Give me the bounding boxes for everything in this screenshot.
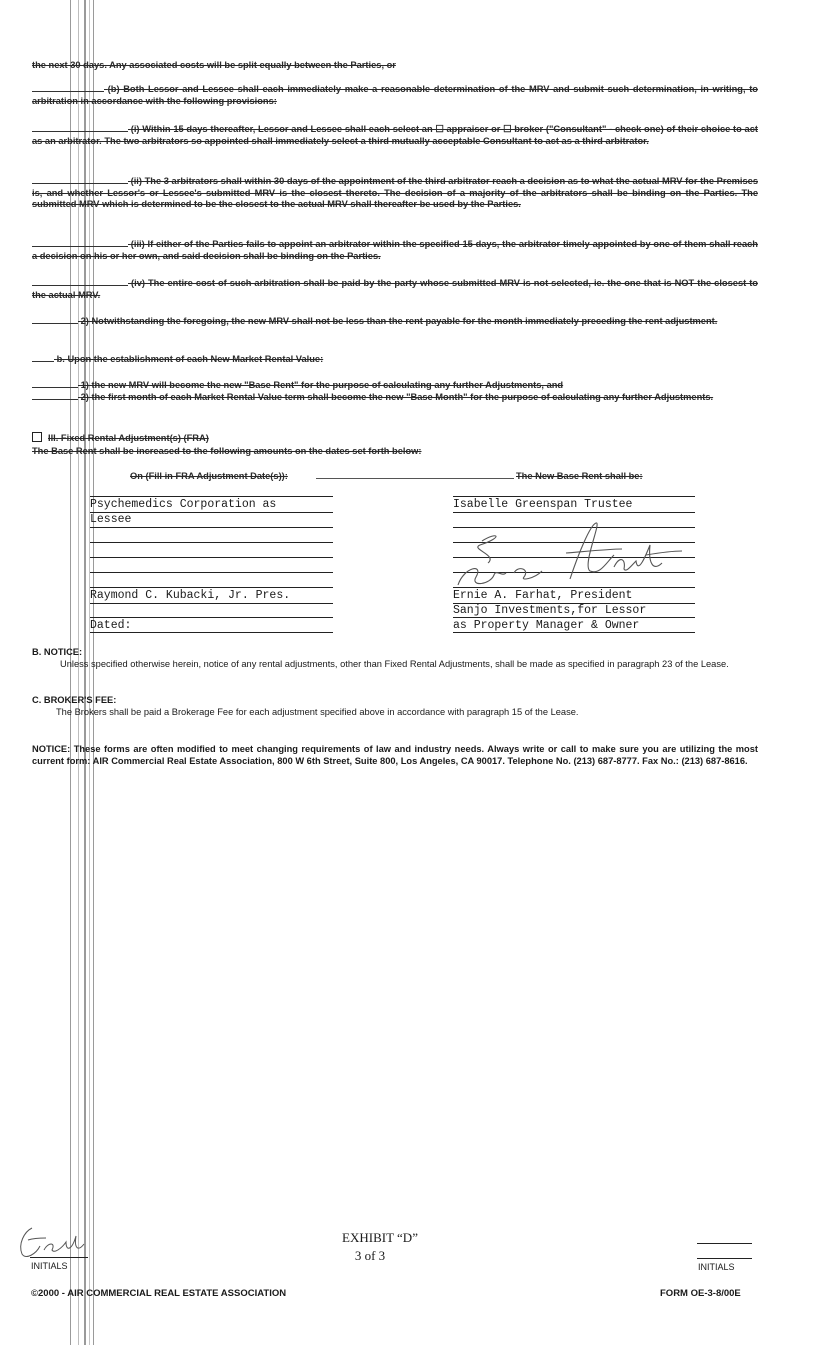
lessee-company: Psychemedics Corporation as (90, 498, 277, 511)
lessee-role: Lessee (90, 513, 132, 526)
lessor-sig-line (453, 512, 695, 513)
clause-i-text: (i) Within 15 days thereafter, Lessor and Lessee shall each select an ☐ appraiser or ☐ broker ("Consultant" - check one) of their choice to act as an arbitrator. The two arbitrators so appointed shall immediately select a third mutually acceptable Consultant to act as a third arbitrator. (32, 124, 758, 146)
base-rent-clause: The Base Rent shall be increased to the following amounts on the dates set forth below: (32, 446, 422, 456)
clause-2 (32, 316, 758, 328)
initials-signature (10, 1218, 90, 1266)
fra-rent-column-label: The New Base Rent shall be: (516, 471, 643, 481)
clause-b2-1-text: 1) the new MRV will become the new "Base Rent" for the purpose of calculating any further Adjustments, and (80, 380, 564, 390)
lessee-sig-line (90, 557, 333, 558)
page-number: 3 of 3 (354, 1248, 386, 1263)
lessee-sig-line (90, 587, 333, 588)
exhibit-label: EXHIBIT “D” (342, 1230, 418, 1245)
clause-iv-text: (iv) The entire cost of such arbitration shall be paid by the party whose submitted MRV is not selected, ie. the one that is NOT the closest to the actual MRV. (32, 278, 758, 300)
clause-ii-text: (ii) The 3 arbitrators shall within 30 days of the appointment of the third arbitrator reach a decision as to what the actual MRV for the Premises is, and whether Lessor's or Lessee's submitted MRV is the closest thereto. The decision of a majority of the arbitrators shall be binding on the Parties. The submitted MRV which is determined to be the closest to the actual MRV shall thereafter be used by the Parties. (32, 176, 758, 209)
initials-right-line-top (697, 1243, 752, 1244)
lessor-sig-line (453, 496, 695, 497)
initials-right-line (697, 1258, 752, 1259)
lessee-sig-line (90, 603, 333, 604)
clause-next-30-days: the next 30 days. Any associated costs will be split equally between the Parties, or (32, 60, 396, 70)
lessor-company: Sanjo Investments,for Lessor (453, 604, 647, 617)
clause-iii (32, 239, 758, 262)
lessee-sig-line (90, 527, 333, 528)
fra-heading (32, 432, 758, 445)
initials-left-label: INITIALS (31, 1261, 68, 1271)
lessee-sig-line (90, 572, 333, 573)
lessor-signer-name: Ernie A. Farhat, President (453, 589, 633, 602)
broker-fee-section (32, 695, 758, 718)
clause-ii (32, 176, 758, 211)
lessee-sig-line (90, 632, 333, 633)
notice-heading: B. NOTICE: (32, 647, 83, 657)
clause-b (32, 84, 758, 107)
clause-i (32, 124, 758, 147)
initials-right-label: INITIALS (698, 1262, 735, 1272)
clause-b-text: (b) Both Lessor and Lessee shall each immediately make a reasonable determination of the MRV and submit such determination, in writing, to arbitration in accordance with the following provisions: (32, 84, 758, 106)
lessor-trustee: Isabelle Greenspan Trustee (453, 498, 633, 511)
notice-section (32, 647, 758, 670)
clause-b2-1 (32, 380, 758, 392)
initials-left-line (30, 1257, 88, 1258)
clause-b2-text: b. Upon the establishment of each New Market Rental Value: (56, 354, 324, 364)
form-notice: NOTICE: These forms are often modified to meet changing requirements of law and industry needs. Always write or call to make sure you are utilizing the most current form: AIR Commercial Real Estate Association, 800 W 6th Street, Suite 800, Los Angeles, CA 90017. Telephone No. (213) 687-8777. Fax No.: (213) 687-8616. (32, 744, 758, 766)
clause-iv (32, 278, 758, 301)
lessor-sig-line (453, 632, 695, 633)
lessee-sig-line (90, 542, 333, 543)
broker-fee-text: The Brokers shall be paid a Brokerage Fee for each adjustment specified above in accordance with paragraph 15 of the Lease. (56, 706, 579, 717)
lessor-capacity: as Property Manager & Owner (453, 619, 640, 632)
copyright: ©2000 - AIR COMMERCIAL REAL ESTATE ASSOCIATION (31, 1288, 287, 1299)
broker-fee-heading: C. BROKER'S FEE: (32, 695, 117, 705)
fra-checkbox[interactable] (32, 432, 42, 442)
lessee-sig-line (90, 496, 333, 497)
fra-date-column-label: On (Fill in FRA Adjustment Date(s)): (130, 471, 288, 481)
fra-date-rule (316, 478, 514, 479)
clause-2-text: 2) Notwithstanding the foregoing, the new MRV shall not be less than the rent payable for the month immediately preceding the rent adjustment. (80, 316, 718, 326)
form-number: FORM OE-3-8/00E (660, 1288, 741, 1299)
lessee-dated-label: Dated: (90, 619, 132, 632)
clause-b2 (32, 354, 758, 366)
lessee-signer-name: Raymond C. Kubacki, Jr. Pres. (90, 589, 291, 602)
clause-b2-2 (32, 392, 758, 404)
handwritten-signature (450, 515, 690, 595)
lessee-sig-line (90, 617, 333, 618)
lessor-sig-line (453, 617, 695, 618)
clause-b2-2-text: 2) the first month of each Market Rental Value term shall become the new "Base Month" for the purpose of calculating any further Adjustments. (80, 392, 714, 402)
fra-heading-text: III. Fixed Rental Adjustment(s) (FRA) (48, 433, 209, 443)
clause-iii-text: (iii) If either of the Parties fails to appoint an arbitrator within the specified 15 days, the arbitrator timely appointed by one of them shall reach a decision on his or her own, and said decision shall be binding on the Parties. (32, 239, 758, 261)
notice-text: Unless specified otherwise herein, notice of any rental adjustments, other than Fixed Rental Adjustments, shall be made as specified in paragraph 23 of the Lease. (60, 658, 729, 669)
